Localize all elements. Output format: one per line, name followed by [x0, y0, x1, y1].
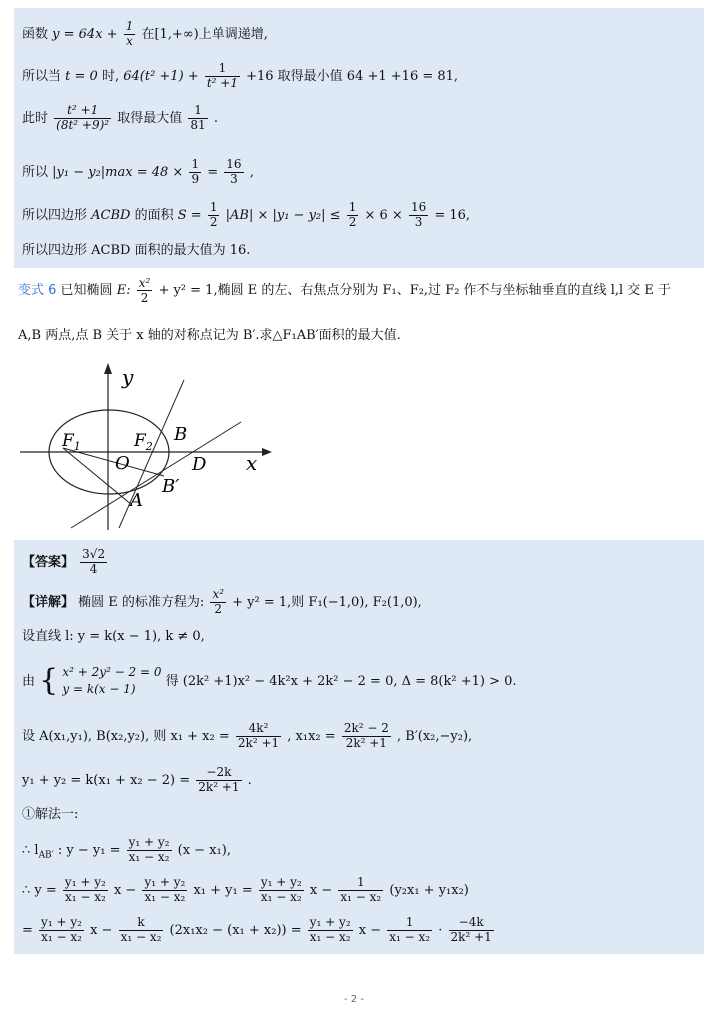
line-ab-prime: [71, 422, 241, 528]
ellipse-figure: [16, 360, 276, 535]
fraction: $\frac{1}{x}$: [125, 19, 134, 48]
fraction: $\frac{1}{81}$: [190, 103, 206, 132]
y-label: y: [122, 365, 134, 389]
detail-line4: 设 A(x₁,y₁), B(x₂,y₂), 则 x₁ + x₂ = $\frac{\text{4k²}}{\text{2k² +1}}$ , x₁x₂ = $\frac{\text{2k² − 2}}{\text{2k² +1}}$ , B′(x₂,−y₂),: [22, 721, 473, 750]
label-b: B: [174, 424, 188, 445]
text: 函数: [22, 26, 49, 42]
x-label: x: [246, 451, 258, 475]
line-abs-max: 所以 |y₁ − y₂|max = 48 × $\frac{1}{9}$ = $\frac{16}{3}$ ,: [22, 157, 254, 186]
answer-line: [22, 548, 109, 577]
line-conclusion: 所以四边形 ACBD 面积的最大值为 16.: [22, 243, 251, 258]
page-marker: - 2 -: [344, 994, 364, 1005]
label-f2: $F_2$: [134, 431, 153, 453]
fraction: $\frac{1}{\text{t² +1}}$: [206, 61, 238, 90]
answer-solution-block: [14, 540, 704, 954]
solution-continuation-block: [14, 8, 704, 268]
answer-label: 【答案】: [22, 554, 75, 570]
variant-label: 变式 6: [18, 283, 57, 298]
text: 在[1,+∞)上单调递增,: [141, 26, 268, 42]
fraction: $\frac{\text{x²}}{2}$: [138, 276, 151, 305]
answer-fraction: $\frac{3√2}{4}$: [82, 547, 106, 576]
detail-line6: ①解法一:: [22, 807, 79, 822]
line-area: 所以四边形 ACBD 的面积 S = $\frac{1}{2}$ |AB| × |y₁ − y₂| ≤ $\frac{1}{2}$ × 6 × $\frac{16}{3}$ = 16,: [22, 200, 471, 229]
x-axis-arrow-icon: [262, 448, 272, 456]
line-monotonic: [22, 20, 268, 49]
detail-line2: 设直线 l: y = k(x − 1), k ≠ 0,: [22, 629, 205, 644]
brace-icon: {: [39, 663, 59, 698]
detail-line5: y₁ + y₂ = k(x₁ + x₂ − 2) = $\frac{-2k}{\text{2k² +1}}$ .: [22, 765, 252, 794]
detail-line7: ∴ $l_{AB'}$ : y − y₁ = $\frac{\text{y₁ + y₂}}{\text{x₁ − x₂}}$ (x − x₁),: [22, 835, 231, 864]
y-axis-arrow-icon: [104, 363, 112, 374]
line-maximum: 此时 $\frac{\text{t² +1}}{\text{(8t² +9)²}}$ 取得最大值 $\frac{1}{81}$ .: [22, 103, 218, 132]
detail-label: 【详解】: [22, 594, 75, 610]
label-a: A: [130, 490, 143, 511]
fraction: $\frac{\text{t² +1}}{\text{(8t² +9)²}}$: [56, 103, 110, 132]
detail-line1: 【详解】 椭圆 E 的标准方程为: $\frac{\text{x²}}{2}$ + y² = 1,则 F₁(−1,0), F₂(1,0),: [22, 587, 422, 616]
variant-question-line1: 变式 6 已知椭圆 E: $\frac{\text{x²}}{2}$ + y² = 1,椭圆 E 的左、右焦点分别为 F₁、F₂,过 F₂ 作不与坐标轴垂直的直线 l,l 交 E 于: [18, 276, 672, 305]
detail-line9: = $\frac{\text{y₁ + y₂}}{\text{x₁ − x₂}}$ x − $\frac{k}{\text{x₁ − x₂}}$ (2x₁x₂ − (x₁ + x₂)) = $\frac{\text{y₁ + y₂}}{\text{x₁ − x₂}}$ x − $\frac{1}{\text{x₁ − x₂}}$ · $\frac{-4k}{\text{2k² +1}}$: [22, 915, 492, 944]
label-d: D: [192, 454, 207, 475]
label-f1: $F_1$: [62, 431, 81, 453]
math: y = 64x +: [52, 26, 118, 42]
line-minimum: 所以当 t = 0 时, 64(t² +1) + $\frac{1}{\text{t² +1}}$ +16 取得最小值 64 +1 +16 = 81,: [22, 61, 459, 90]
detail-line8: ∴ y = $\frac{\text{y₁ + y₂}}{\text{x₁ − x₂}}$ x − $\frac{\text{y₁ + y₂}}{\text{x₁ − x₂}}$ x₁ + y₁ = $\frac{\text{y₁ + y₂}}{\text{x₁ − x₂}}$ x − $\frac{1}{\text{x₁ − x₂}}$ (y₂x₁ + y₁x₂): [22, 875, 469, 904]
label-b-prime: B′: [162, 476, 180, 497]
label-o: O: [115, 453, 130, 474]
variant-question-line2: A,B 两点,点 B 关于 x 轴的对称点记为 B′.求△F₁AB′面积的最大值.: [18, 328, 401, 343]
detail-line3: 由 { x² + 2y² − 2 = 0 y = k(x − 1) 得 (2k² +1)x² − 4k²x + 2k² − 2 = 0, Δ = 8(k² +1) > 0.: [22, 663, 517, 698]
equation-system: x² + 2y² − 2 = 0 y = k(x − 1): [62, 665, 162, 697]
